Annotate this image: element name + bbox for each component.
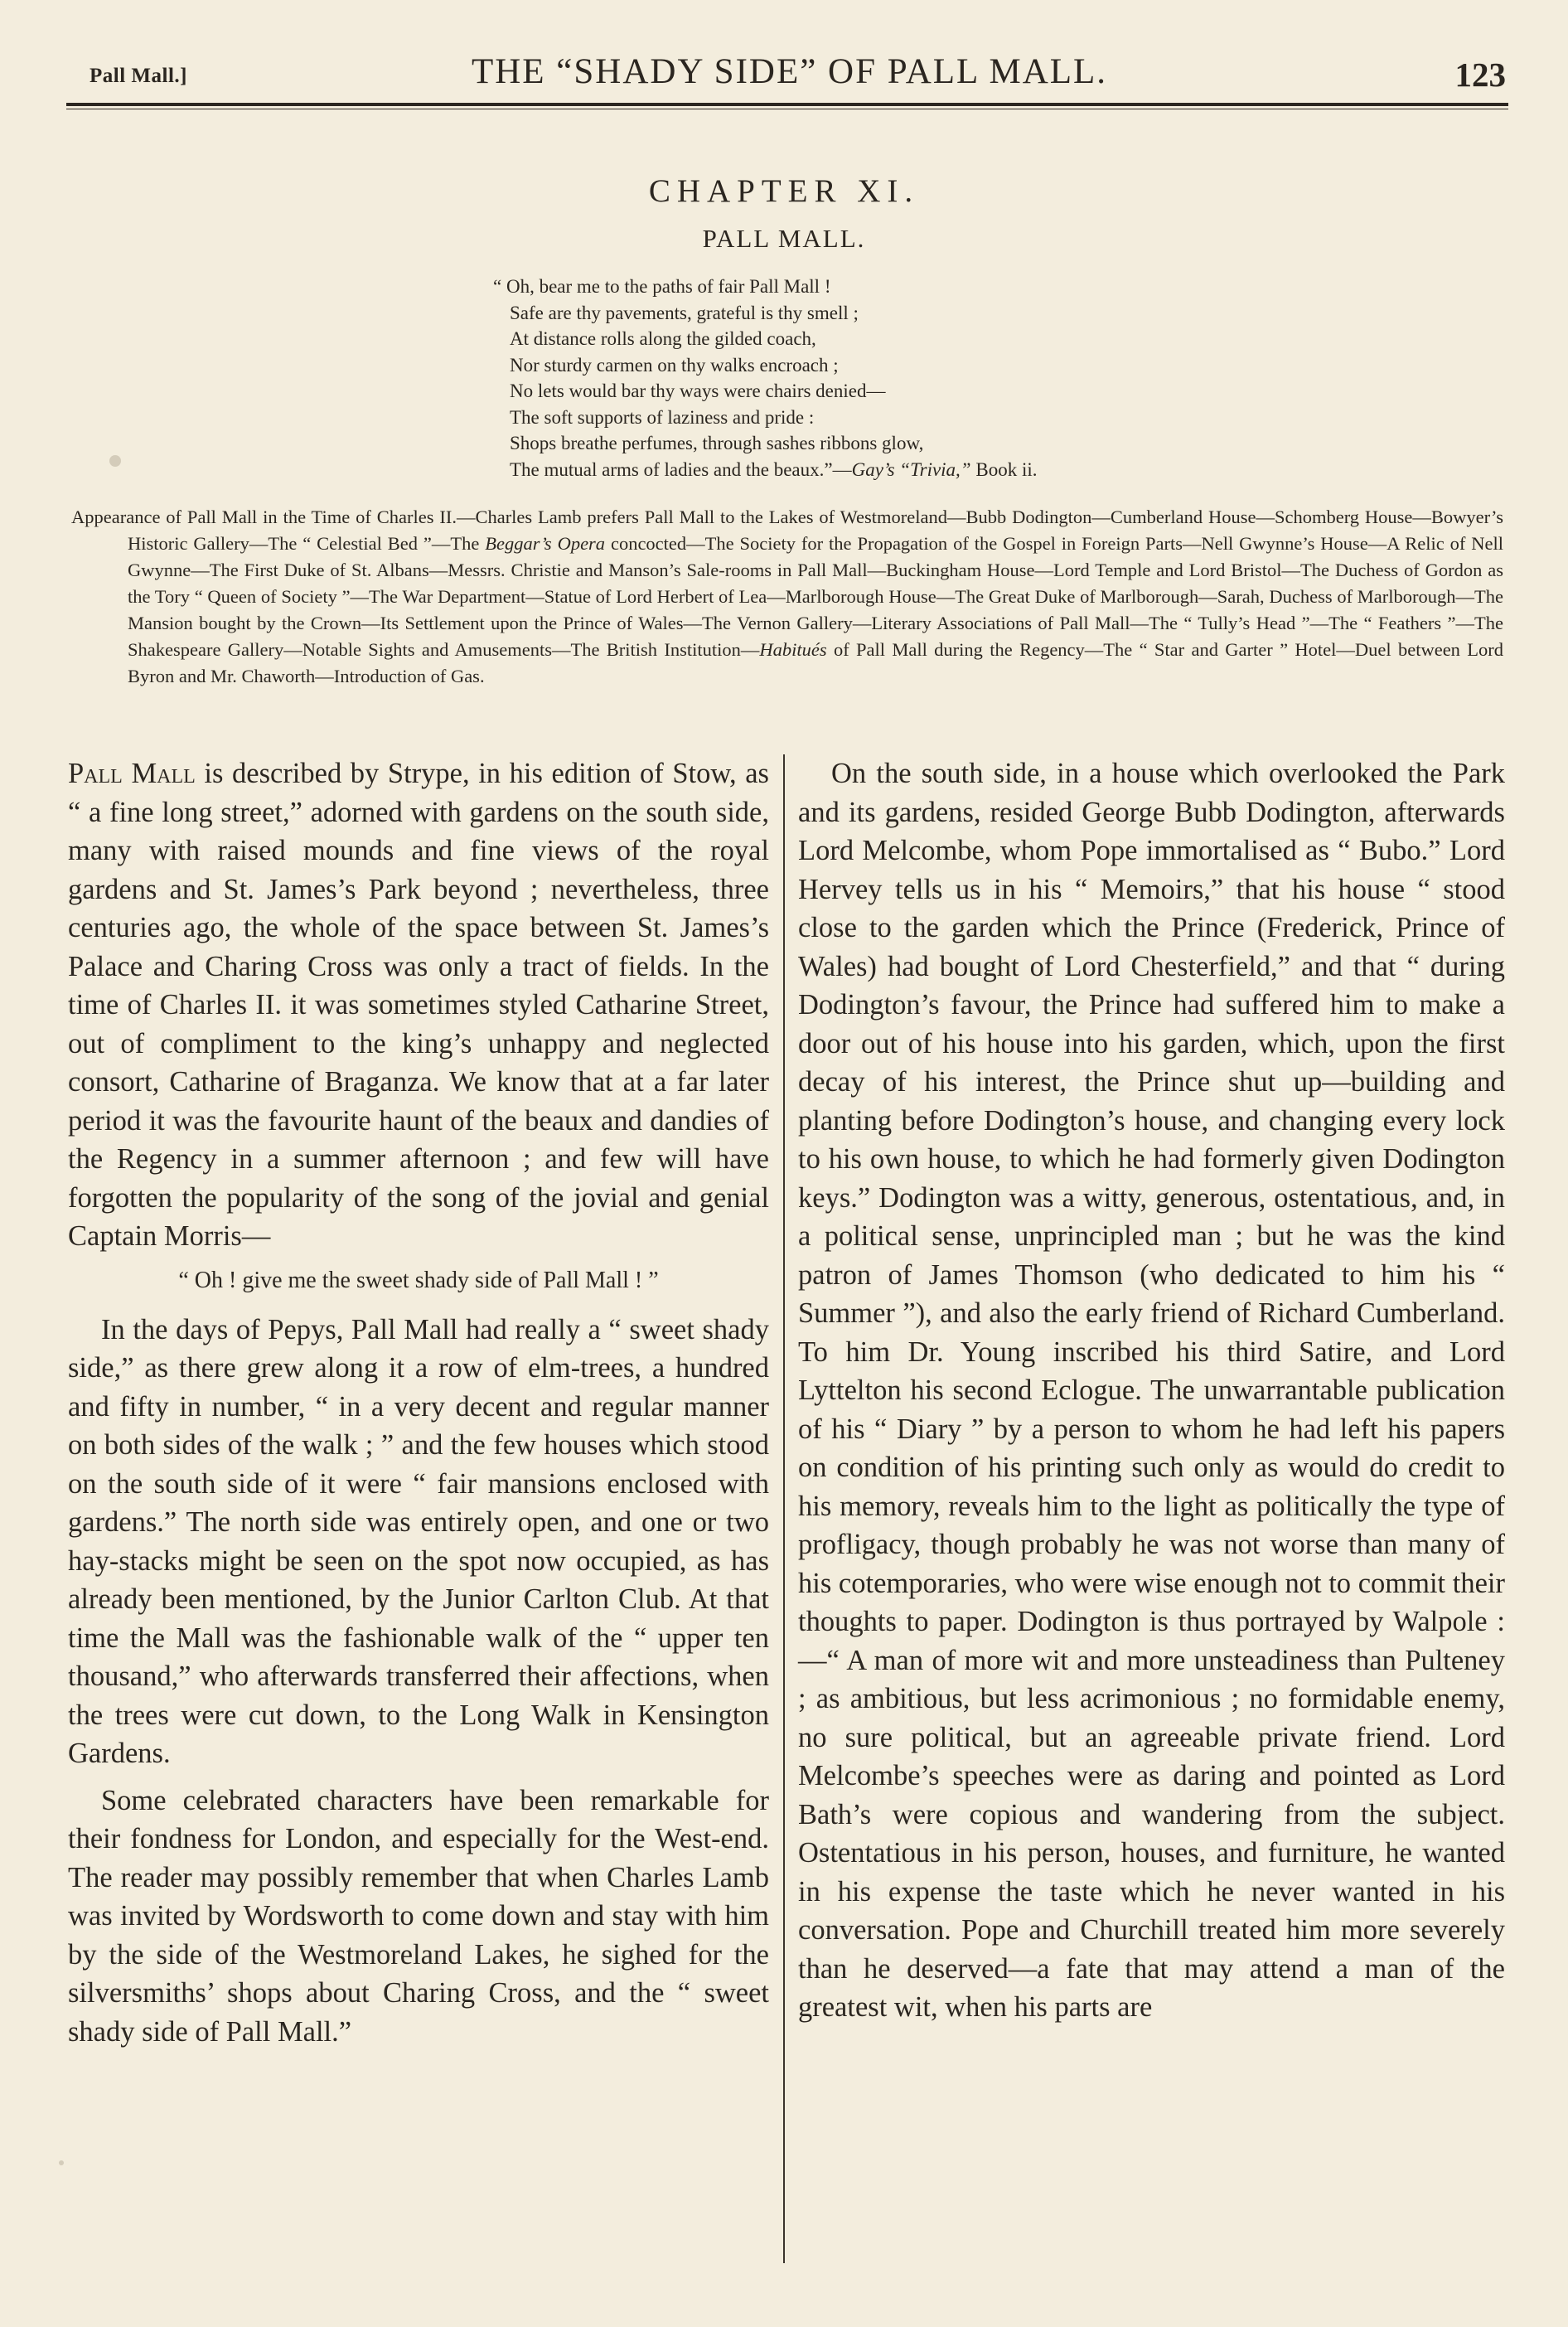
epigraph-line: Safe are thy pavements, grateful is thy smell ; (510, 302, 859, 323)
paper-speck (59, 2160, 64, 2165)
paragraph: On the south side, in a house which overlooked the Park and its gardens, resided George Bubb Dodington, afterwards Lord Melcombe, whom Pope immortalised as “ Bubo.” Lord Hervey tells us in his “ Memoirs,” that his house “ stood close to the garden which the Prince (Frederick, Prince of Wales) had bought of Lord Chesterfield,” and that “ during Dodington’s favour, the Prince had suffered him to make a door out of his house into his garden, which, upon the first decay of his interest, the Prince shut up—building and planting before Dodington’s house, and changing every lock to his own house, to which he had formerly given Dodington keys.” Dodington was a witty, generous, ostentatious, and, in a political sense, unprincipled man ; but he was the kind patron of James Thomson (who dedicated to him his “ Summer ”), and also the early friend of Richard Cumberland. To him Dr. Young inscribed his third Satire, and Lord Lyttelton his second Eclogue. The unwarrantable publication of his “ Diary ” by a person to whom he had left his papers on condition of his printing such only as would do credit to his memory, reveals him to the light as politically the type of profligacy, though probably he was not worse than many of his cotemporaries, who were wise enough not to commit their thoughts to paper. Dodington is thus portrayed by Walpole :—“ A man of more wit and more unsteadiness than Pulteney ; as ambitious, but less acrimonious ; no formidable enemy, no sure political, but an agreeable private friend. Lord Melcombe’s speeches were as daring and pointed as Lord Bath’s were copious and wandering from the subject. Ostentatious in his person, houses, and furniture, he wanted in his expense the taste which he never wanted in his conversation. Pope and Churchill treated him more severely than he deserved—a fate that may attend a man of the greatest wit, when his parts are (798, 758, 1505, 2023)
running-head (66, 51, 1512, 103)
text-column-right (798, 754, 1505, 2027)
epigraph-line: The mutual arms of ladies and the beaux.”— (510, 458, 852, 480)
running-head-title: THE “SHADY SIDE” OF PALL MALL. (471, 52, 1108, 91)
page-number: 123 (1454, 56, 1506, 94)
epigraph-book: Book ii. (975, 458, 1038, 480)
paragraph (68, 754, 769, 1256)
epigraph-last-line (493, 457, 1239, 483)
header-rule (66, 103, 1508, 109)
paper-speck (109, 455, 121, 467)
text-column-left (68, 754, 769, 2051)
chapter-number: CHAPTER XI. (648, 173, 920, 209)
song-quote: “ Oh ! give me the sweet shady side of Pall Mall ! ” (178, 1267, 659, 1293)
epigraph-line: “ Oh, bear me to the paths of fair Pall Mall ! (493, 276, 831, 297)
running-head-section: Pall Mall.] (90, 65, 187, 87)
paragraph-lead: Pall Mall (68, 758, 196, 789)
synopsis-text: Appearance of Pall Mall in the Time of Charles II.—Charles Lamb prefers Pall Mall to the Lakes of Westmoreland—Bubb Dodington—Cumberland House—Schomberg House—Bowyer’s Historic Gallery—The “ Celestial Bed ”—The Beggar’s Opera concocted—The Society for the Propagation of the Gospel in Foreign Parts—Nell Gwynne’s House—A Relic of Nell Gwynne—The First Duke of St. Albans—Messrs. Christie and Manson’s Sale-rooms in Pall Mall—Buckingham House—Lord Temple and Lord Bristol—The Duchess of Gordon as the Tory “ Queen of Society ”—The War Department—Statue of Lord Herbert of Lea—Marlborough House—The Great Duke of Marlborough—Sarah, Duchess of Marlborough—The Mansion bought by the Crown—Its Settlement upon the Prince of Wales—The Vernon Gallery—Literary Associations of Pall Mall—The “ Tully’s Head ”—The “ Feathers ”—The Shakespeare Gallery—Notable Sights and Amusements—The British Institution—Habitués of Pall Mall during the Regency—The “ Star and Garter ” Hotel—Duel between Lord Byron and Mr. Chaworth—Introduction of Gas. (71, 507, 1503, 686)
epigraph-citation: Gay’s “Trivia,” (851, 458, 971, 480)
paragraph: In the days of Pepys, Pall Mall had really a “ sweet shady side,” as there grew along it a row of elm-trees, a hundred and fifty in number, “ in a very decent and regular manner on both sides of the walk ; ” and the few houses which stood on the south side of it were “ fair mansions enclosed with gardens.” The north side was entirely open, and one or two hay-stacks might be seen on the spot now occupied, as has already been mentioned, by the Junior Carlton Club. At that time the Mall was the fashionable walk of the “ upper ten thousand,” who afterwards transferred their affections, when the trees were cut down, to the Long Walk in Kensington Gardens. (68, 1313, 769, 1769)
epigraph-line: No lets would bar thy ways were chairs denied— (510, 381, 886, 401)
epigraph-line: Nor sturdy carmen on thy walks encroach ; (510, 354, 839, 376)
paragraph: Some celebrated characters have been remarkable for their fondness for London, and especially for the West-end. The reader may possibly remember that when Charles Lamb was invited by Wordsworth to come down and stay with him by the side of the Westmoreland Lakes, he sighed for the silversmiths’ shops about Charing Cross, and the “ sweet shady side of Pall Mall.” (68, 1784, 769, 2048)
epigraph-line: Shops breathe perfumes, through sashes ribbons glow, (510, 433, 924, 453)
epigraph-line: The soft supports of laziness and pride : (510, 406, 815, 428)
epigraph-line: At distance rolls along the gilded coach, (510, 328, 816, 349)
epigraph (493, 274, 1239, 482)
column-divider (783, 754, 785, 2263)
paragraph-text: is described by Strype, in his edition of Stow, as “ a fine long street,” adorned with gardens on the south side, many with raised mounds and fine views of the royal gardens and St. James’s Park beyond ; nevertheless, three centuries ago, the whole of the space between St. James’s Palace and Charing Cross was only a tract of fields. In the time of Charles II. it was sometimes styled Catharine Street, out of compliment to the king’s unhappy and neglected consort, Catharine of Braganza. We know that at a far later period it was the favourite haunt of the beaux and dandies of the Regency in a summer afternoon ; and few will have forgotten the popularity of the song of the jovial and genial Captain Morris— (68, 758, 769, 1252)
chapter-title: PALL MALL. (702, 224, 866, 253)
chapter-synopsis (71, 504, 1503, 690)
